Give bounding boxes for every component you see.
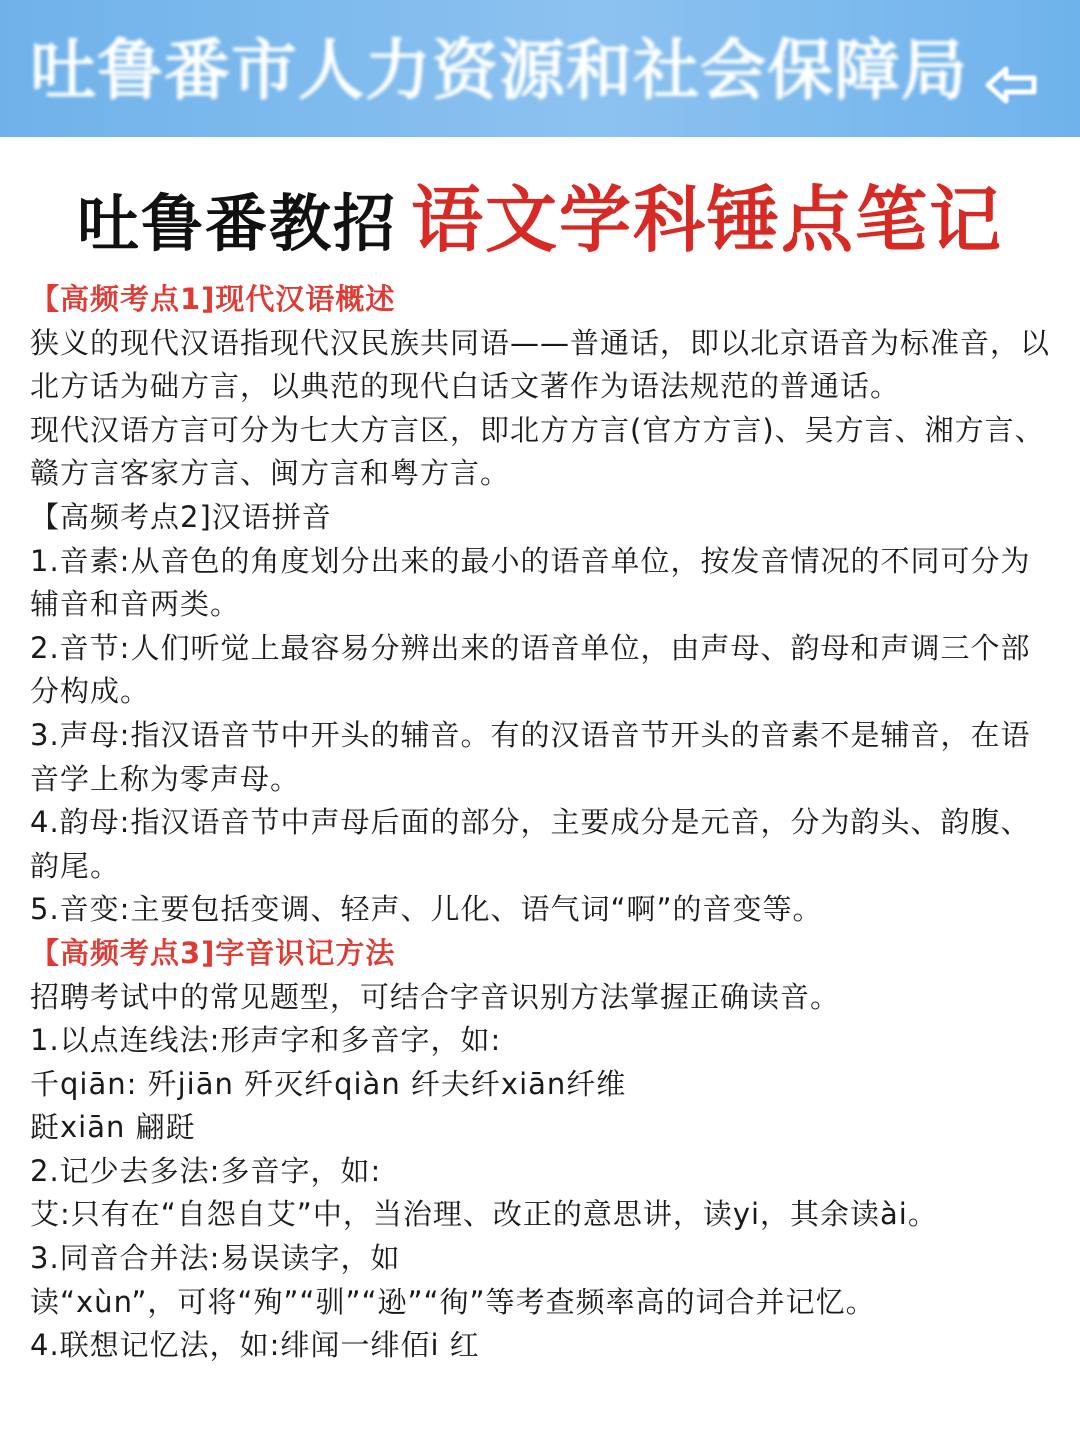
list-item: 3.同音合并法:易误读字，如 [30, 1241, 401, 1276]
example-line: 艾:只有在“自怨自艾”中，当治理、改正的意思讲，读yi，其余读ài。 [30, 1197, 938, 1232]
banner-title: 吐鲁番市人力资源和社会保障局 [30, 32, 968, 109]
list-item: 4.联想记忆法，如:绯闻一绯佰i 红 [30, 1328, 480, 1363]
list-item: 1.音素:从音色的角度划分出来的最小的语音单位，按发音情况的不同可分为辅音和音两类。 [30, 543, 1031, 622]
paragraph: 招聘考试中的常见题型，可结合字音识别方法掌握正确读音。 [30, 979, 841, 1014]
paragraph: 狭义的现代汉语指现代汉民族共同语——普通话，即以北京语音为标准音，以北方话为础方言，以典范的现代白话文著作为语法规范的普通话。 [30, 325, 1051, 404]
notes-body [30, 278, 1060, 1368]
list-item: 5.音变:主要包括变调、轻声、儿化、语气词“啊”的音变等。 [30, 892, 823, 927]
title-red-part: 语文学科锤点笔记 [411, 177, 1004, 262]
section-heading-3: 【高频考点3]字音识记方法 [30, 935, 396, 970]
header-banner [0, 0, 1080, 137]
page-title [0, 178, 1080, 268]
example-line: 读“xùn”，可将“殉”“驯”“逊”“徇”等考查频率高的词合并记忆。 [30, 1284, 876, 1319]
left-arrow-icon [984, 62, 1040, 108]
list-item: 4.韵母:指汉语音节中声母后面的部分，主要成分是元音，分为韵头、韵腹、韵尾。 [30, 805, 1031, 883]
title-black-part: 吐鲁番教招 [76, 187, 397, 260]
list-item: 3.声母:指汉语音节中开头的辅音。有的汉语音节开头的音素不是辅音，在语音学上称为零声母。 [30, 717, 1031, 796]
list-item: 2.记少去多法:多音字，如: [30, 1153, 382, 1188]
list-item: 1.以点连线法:形声字和多音字，如: [30, 1023, 502, 1058]
list-item: 2.音节:人们听觉上最容易分辨出来的语音单位，由声母、韵母和声调三个部分构成。 [30, 630, 1031, 709]
paragraph: 现代汉语方言可分为七大方言区，即北方方言(官方方言)、吴方言、湘方言、赣方言客家方言、闽方言和粤方言。 [30, 412, 1045, 491]
section-heading-1: 【高频考点1]现代汉语概述 [30, 282, 396, 316]
example-line: 千qiān: 歼jiān 歼灭纤qiàn 纤夫纤xiān纤维 [30, 1066, 627, 1101]
section-heading-2: 【高频考点2]汉语拼音 [30, 499, 332, 534]
example-line: 跹xiān 翩跹 [30, 1110, 196, 1145]
